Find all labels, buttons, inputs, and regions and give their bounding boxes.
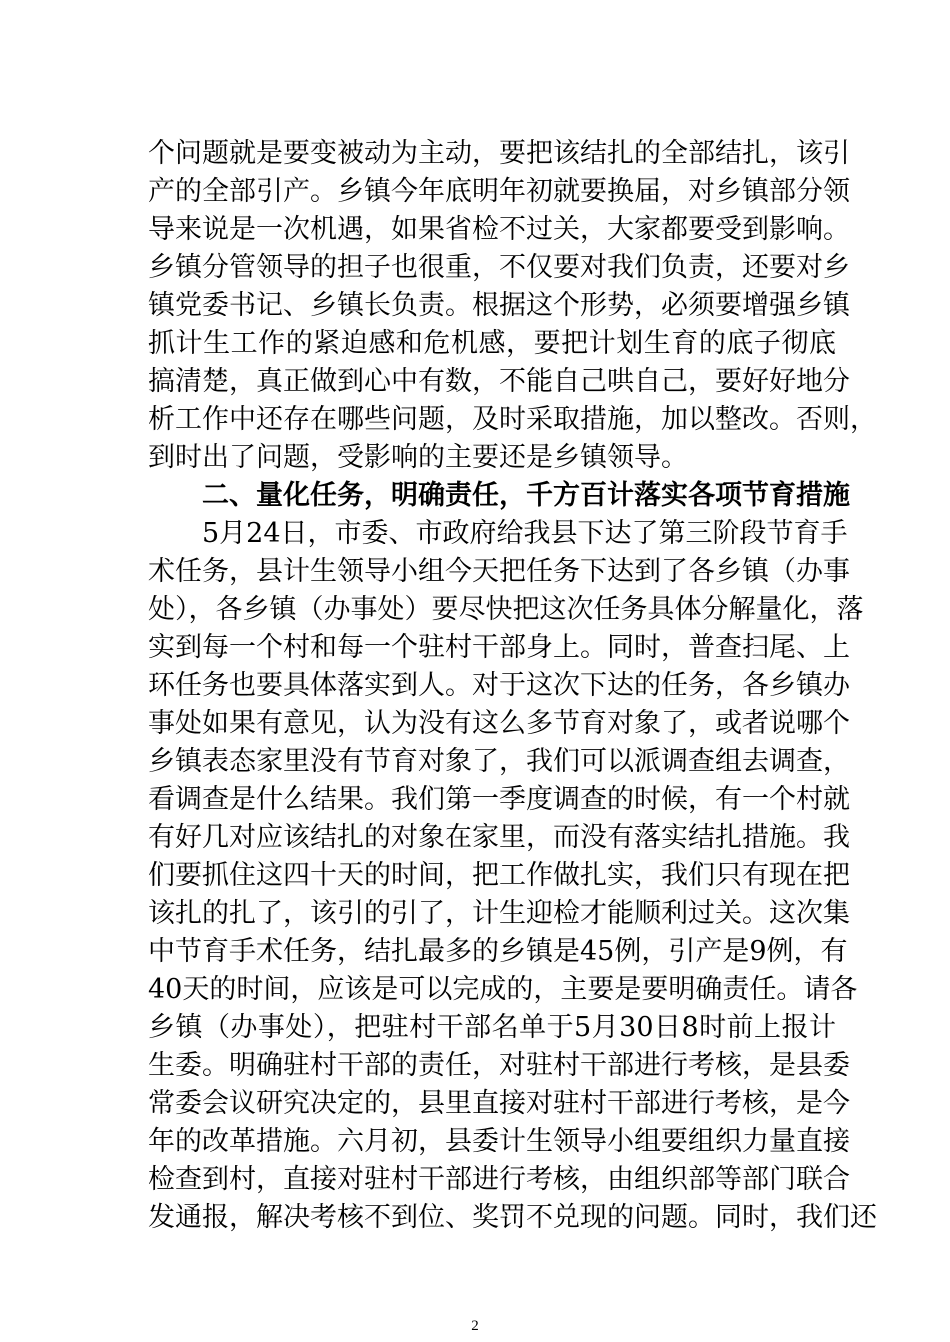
text-line: 导来说是一次机遇，如果省检不过关，大家都要受到影响。 xyxy=(148,214,850,245)
section-heading: 二、量化任务，明确责任，千方百计落实各项节育措施 xyxy=(202,480,850,511)
text-line: 40天的时间，应该是可以完成的，主要是要明确责任。请各 xyxy=(148,974,858,1005)
text-line: 检查到村，直接对驻村干部进行考核，由组织部等部门联合 xyxy=(148,1164,850,1195)
text-line: 看调查是什么结果。我们第一季度调查的时候，有一个村就 xyxy=(148,784,850,815)
text-line: 产的全部引产。乡镇今年底明年初就要换届，对乡镇部分领 xyxy=(148,176,850,207)
text-line: 乡镇表态家里没有节育对象了，我们可以派调查组去调查， xyxy=(148,746,850,777)
text-line: 析工作中还存在哪些问题，及时采取措施，加以整改。否则， xyxy=(148,404,877,435)
text-line: 镇党委书记、乡镇长负责。根据这个形势，必须要增强乡镇 xyxy=(148,290,850,321)
text-line: 年的改革措施。六月初，县委计生领导小组要组织力量直接 xyxy=(148,1126,850,1157)
text-line: 中节育手术任务，结扎最多的乡镇是45例，引产是9例，有 xyxy=(148,936,848,967)
text-line: 术任务，县计生领导小组今天把任务下达到了各乡镇（办事 xyxy=(148,556,850,587)
text-line: 处），各乡镇（办事处）要尽快把这次任务具体分解量化，落 xyxy=(148,594,864,625)
page-number: 2 xyxy=(471,1318,479,1334)
paragraph-first-line: 5月24日，市委、市政府给我县下达了第三阶段节育手 xyxy=(202,518,848,549)
text-line: 发通报，解决考核不到位、奖罚不兑现的问题。同时，我们还 xyxy=(148,1202,877,1233)
text-line: 常委会议研究决定的，县里直接对驻村干部进行考核，是今 xyxy=(148,1088,850,1119)
text-line: 有好几对应该结扎的对象在家里，而没有落实结扎措施。我 xyxy=(148,822,850,853)
text-line: 乡镇（办事处），把驻村干部名单于5月30日8时前上报计 xyxy=(148,1012,836,1043)
text-line: 们要抓住这四十天的时间，把工作做扎实，我们只有现在把 xyxy=(148,860,850,891)
text-line: 个问题就是要变被动为主动，要把该结扎的全部结扎，该引 xyxy=(148,138,850,169)
text-line: 事处如果有意见，认为没有这么多节育对象了，或者说哪个 xyxy=(148,708,850,739)
text-line: 环任务也要具体落实到人。对于这次下达的任务，各乡镇办 xyxy=(148,670,850,701)
text-line: 搞清楚，真正做到心中有数，不能自己哄自己，要好好地分 xyxy=(148,366,850,397)
text-line: 该扎的扎了，该引的引了，计生迎检才能顺利过关。这次集 xyxy=(148,898,850,929)
text-line: 生委。明确驻村干部的责任，对驻村干部进行考核，是县委 xyxy=(148,1050,850,1081)
text-line: 实到每一个村和每一个驻村干部身上。同时，普查扫尾、上 xyxy=(148,632,850,663)
text-line: 乡镇分管领导的担子也很重，不仅要对我们负责，还要对乡 xyxy=(148,252,850,283)
text-line: 到时出了问题，受影响的主要还是乡镇领导。 xyxy=(148,442,688,473)
text-line: 抓计生工作的紧迫感和危机感，要把计划生育的底子彻底 xyxy=(148,328,836,359)
